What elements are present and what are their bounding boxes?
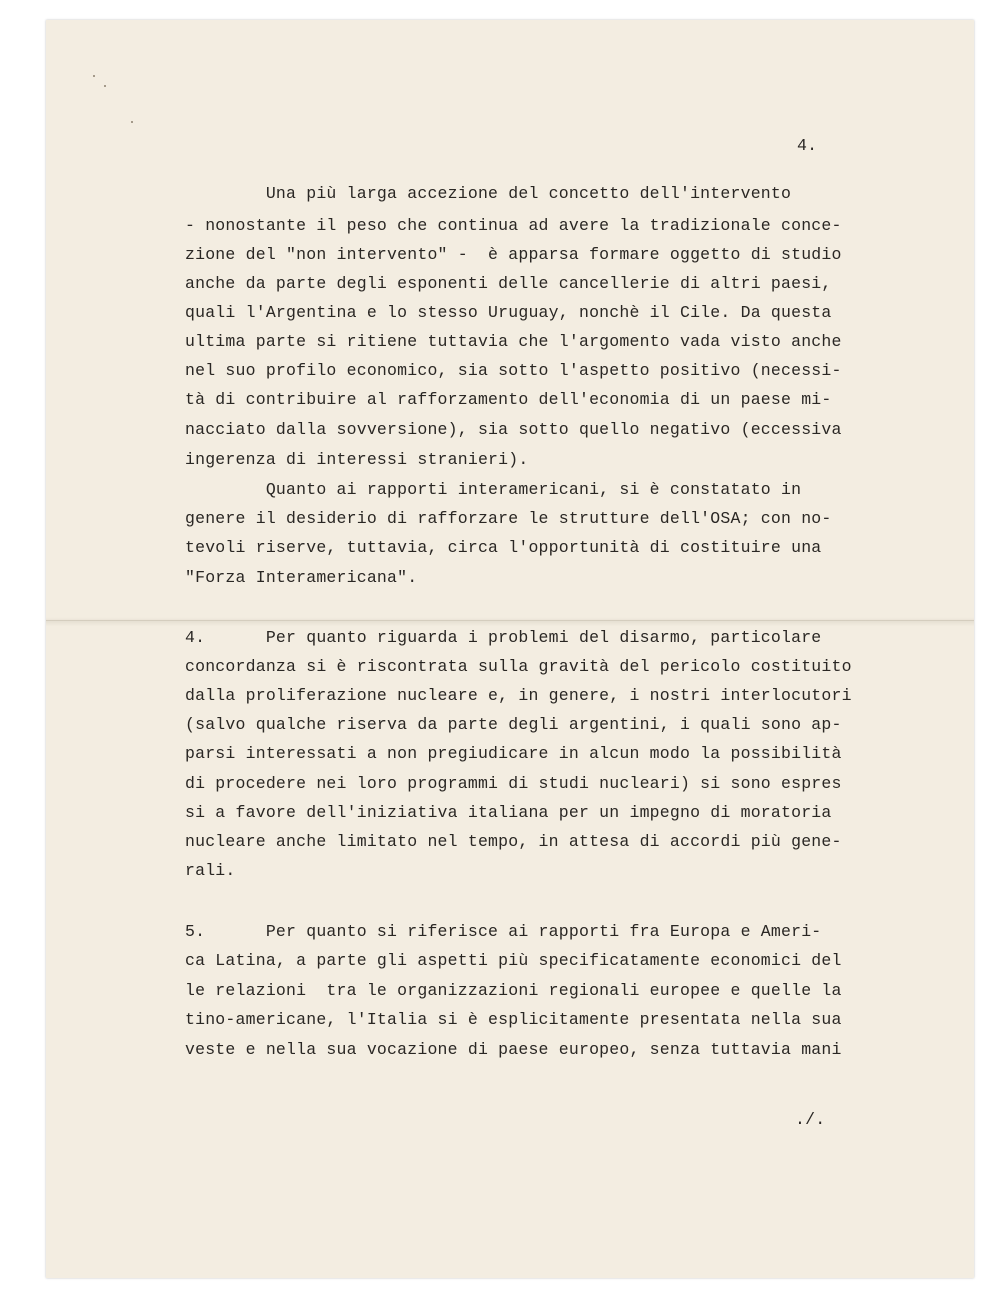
text-line: si a favore dell'iniziativa italiana per un impegno di moratoria [185,803,832,822]
text-line: tevoli riserve, tuttavia, circa l'opportunità di costituire una [185,538,822,557]
text-line: Quanto ai rapporti interamericani, si è constatato in [185,480,802,499]
paper-sheet [46,20,974,1278]
text-line: - nonostante il peso che continua ad avere la tradizionale conce- [185,216,842,235]
text-line: ingerenza di interessi stranieri). [185,450,529,469]
text-line: rali. [185,861,236,880]
paper-speck [104,85,106,87]
text-line: anche da parte degli esponenti delle cancellerie di altri paesi, [185,274,832,293]
text-line: "Forza Interamericana". [185,568,418,587]
text-line: tà di contribuire al rafforzamento dell'economia di un paese mi- [185,390,832,409]
text-line: di procedere nei loro programmi di studi nucleari) si sono espres [185,774,842,793]
text-line: 4. Per quanto riguarda i problemi del disarmo, particolare [185,628,822,647]
page-number: 4. [797,136,818,155]
text-line: le relazioni tra le organizzazioni regionali europee e quelle la [185,981,842,1000]
text-line: nucleare anche limitato nel tempo, in attesa di accordi più gene- [185,832,842,851]
text-line: parsi interessati a non pregiudicare in alcun modo la possibilità [185,744,842,763]
text-line: zione del "non intervento" - è apparsa formare oggetto di studio [185,245,842,264]
text-line: 5. Per quanto si riferisce ai rapporti fra Europa e Ameri- [185,922,822,941]
paper-speck [93,75,95,77]
text-line: dalla proliferazione nucleare e, in genere, i nostri interlocutori [185,686,852,705]
text-line: quali l'Argentina e lo stesso Uruguay, nonchè il Cile. Da questa [185,303,832,322]
paper-speck [131,121,133,123]
text-line: genere il desiderio di rafforzare le strutture dell'OSA; con no- [185,509,832,528]
text-line: tino-americane, l'Italia si è esplicitamente presentata nella sua [185,1010,842,1029]
text-line: veste e nella sua vocazione di paese europeo, senza tuttavia mani [185,1040,842,1059]
text-line: ultima parte si ritiene tuttavia che l'argomento vada visto anche [185,332,842,351]
page-fold-line [46,620,974,621]
text-line: (salvo qualche riserva da parte degli argentini, i quali sono ap- [185,715,842,734]
continuation-mark: ./. [795,1110,826,1129]
text-line: nacciato dalla sovversione), sia sotto quello negativo (eccessiva [185,420,842,439]
text-line: Una più larga accezione del concetto dell'intervento [185,184,792,203]
text-line: concordanza si è riscontrata sulla gravità del pericolo costituito [185,657,852,676]
text-line: nel suo profilo economico, sia sotto l'aspetto positivo (necessi- [185,361,842,380]
text-line: ca Latina, a parte gli aspetti più specificatamente economici del [185,951,842,970]
